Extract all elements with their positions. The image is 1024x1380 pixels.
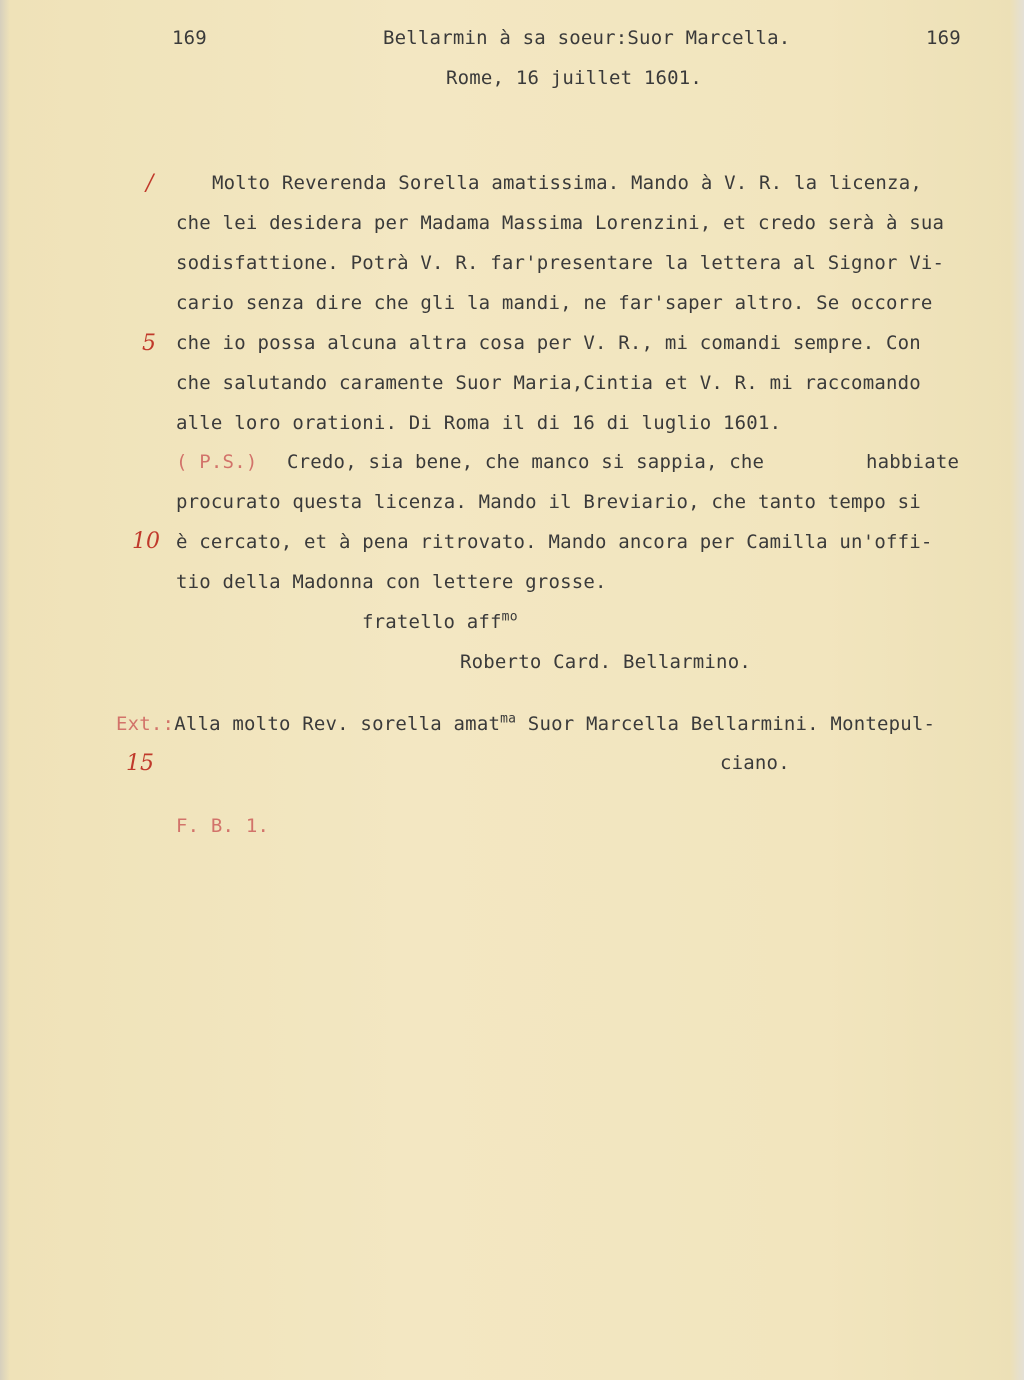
closing: [362, 610, 518, 634]
letter-line-6: che salutando caramente Suor Maria,Cintia et V. R. mi raccomando: [176, 372, 921, 394]
margin-number-5: 5: [142, 331, 156, 356]
address-superscript: ma: [500, 711, 517, 727]
dateline: Rome, 16 juillet 1601.: [446, 67, 703, 89]
address-continuation: ciano.: [720, 752, 790, 774]
page-number-right: 169: [926, 27, 961, 49]
margin-number-15: 15: [126, 751, 154, 776]
letter-line-3: sodisfattione. Potrà V. R. far'presentare la lettera al Signor Vi-: [176, 252, 945, 274]
page-number-left: 169: [172, 27, 207, 49]
letter-line-4: cario senza dire che gli la mandi, ne far'saper altro. Se occorre: [176, 292, 933, 314]
letter-line-5: che io possa alcuna altra cosa per V. R., mi comandi sempre. Con: [176, 332, 921, 354]
closing-superscript: mo: [501, 609, 518, 625]
postscript-line-1-end: habbiate: [866, 451, 960, 473]
address-text-before: Alla molto Rev. sorella amat: [174, 713, 501, 735]
margin-number-1: /: [146, 171, 154, 196]
postscript-line-3: è cercato, et à pena ritrovato. Mando ancora per Camilla un'offi-: [176, 531, 933, 553]
signature: Roberto Card. Bellarmino.: [460, 651, 751, 673]
margin-number-10: 10: [132, 529, 160, 554]
letter-line-2: che lei desidera per Madama Massima Lorenzini, et credo serà à sua: [176, 212, 945, 234]
closing-text: fratello aff: [362, 611, 502, 633]
postscript-line-1: Credo, sia bene, che manco si sappia, che: [287, 451, 765, 473]
letter-title: Bellarmin à sa soeur:Suor Marcella.: [383, 27, 791, 49]
postscript-line-4: tio della Madonna con lettere grosse.: [176, 571, 607, 593]
letter-line-1: Molto Reverenda Sorella amatissima. Mando à V. R. la licenza,: [212, 172, 922, 194]
address-label: Ext.:: [116, 713, 175, 735]
address-line: [116, 712, 935, 736]
address-text-after: Suor Marcella Bellarmini. Montepul-: [516, 713, 936, 735]
letter-line-7: alle loro orationi. Di Roma il di 16 di luglio 1601.: [176, 412, 782, 434]
postscript-label: ( P.S.): [176, 451, 258, 473]
postscript-line-2: procurato questa licenza. Mando il Breviario, che tanto tempo si: [176, 491, 921, 513]
source-sigla: F. B. 1.: [176, 815, 270, 837]
